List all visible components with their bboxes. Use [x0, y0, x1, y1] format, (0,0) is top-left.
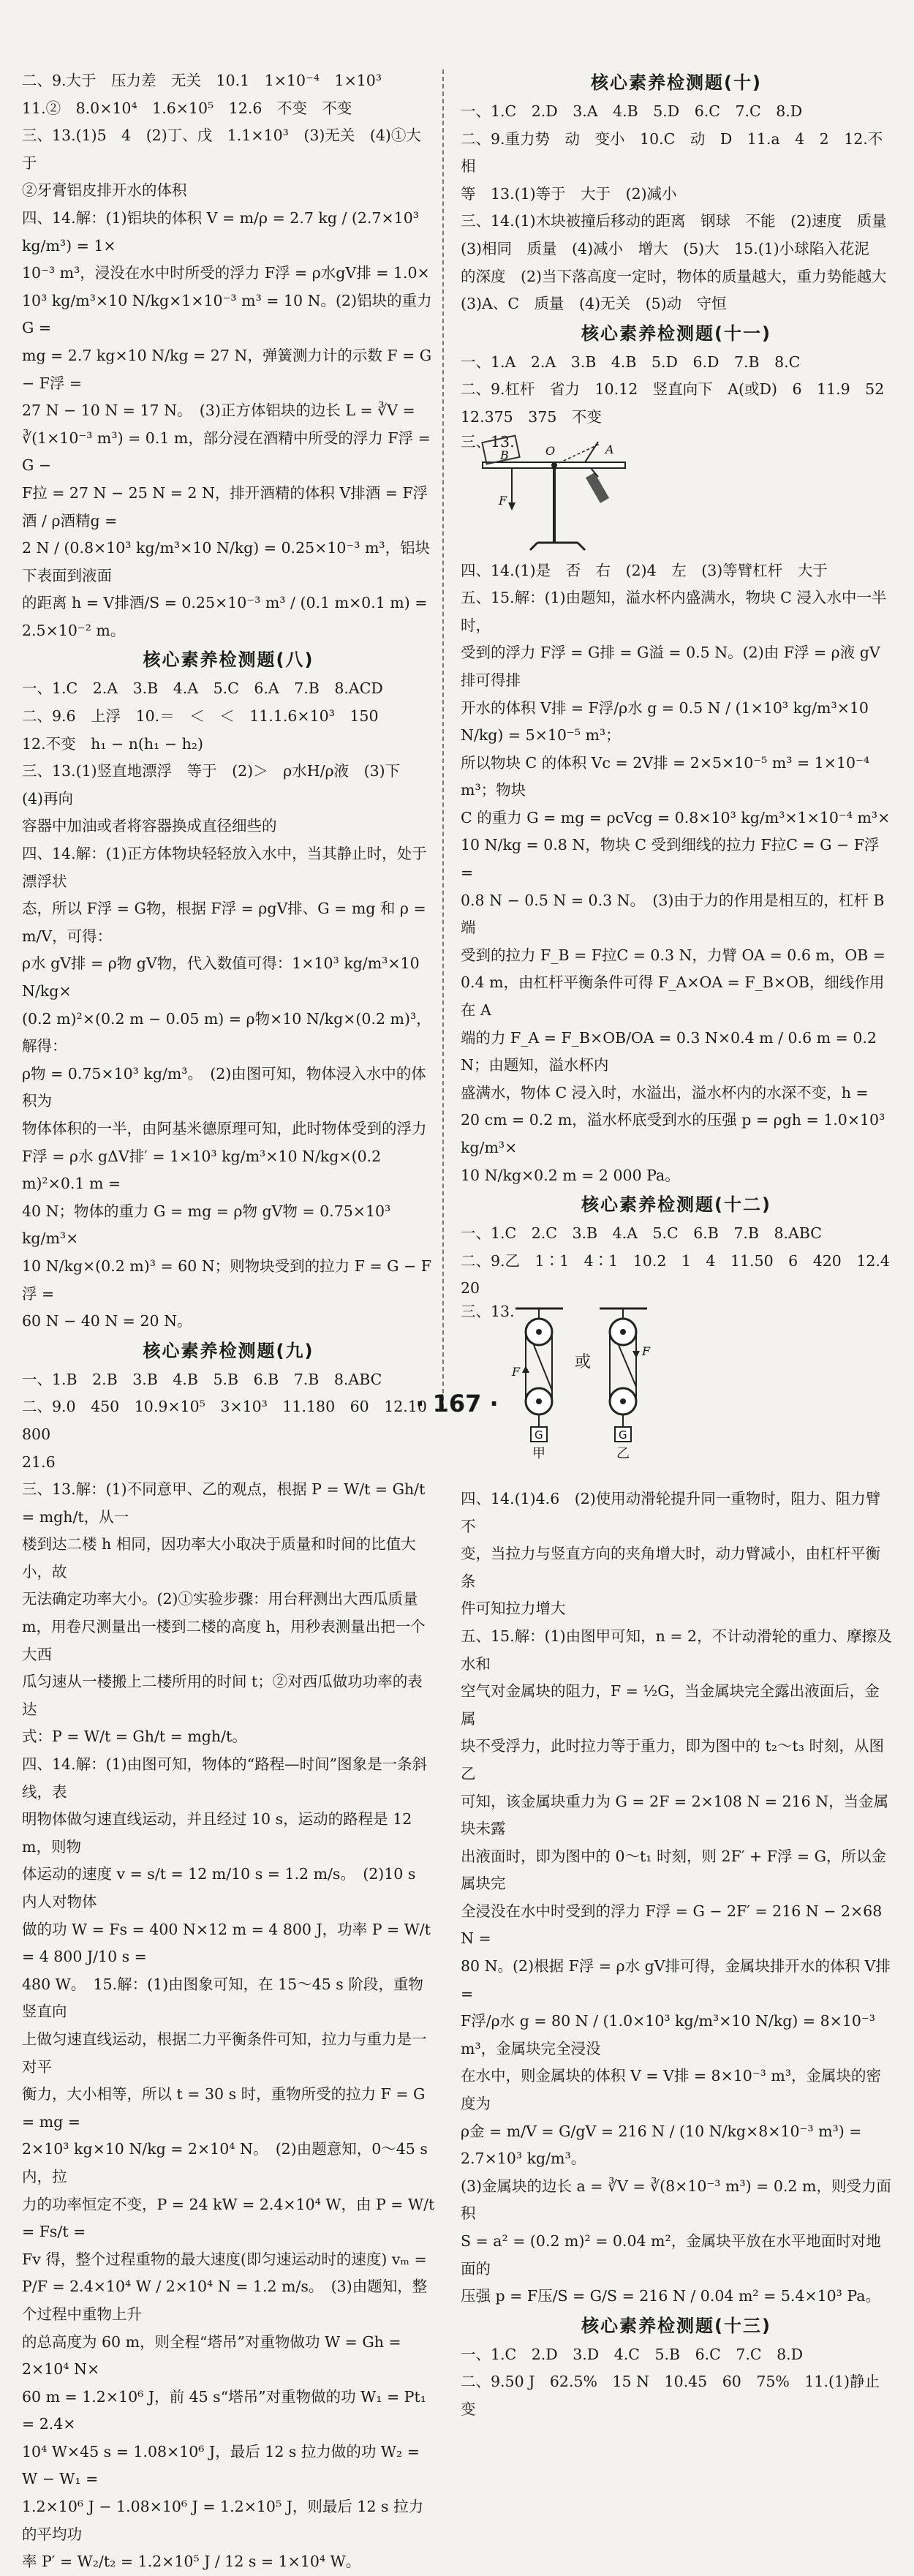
- answer-line: 所以物块 C 的体积 Vc = 2V排 = 2×5×10⁻⁵ m³ = 1×10⁻⁴ m³；物块: [461, 753, 870, 799]
- section-title-12: 核心素养检测题(十二): [581, 1194, 771, 1216]
- answer-line: 五、15.解：(1)由图甲可知，n = 2，不计动滑轮的重力、摩擦及水和: [461, 1627, 892, 1673]
- section-title-13: 核心素养检测题(十三): [581, 2315, 771, 2336]
- answer-line: 的距离 h = V排酒/S = 0.25×10⁻³ m³ / (0.1 m×0.1 m) = 2.5×10⁻² m。: [22, 594, 428, 639]
- answer-line: 上做匀速直线运动，根据二力平衡条件可知，拉力与重力是一对平: [22, 2030, 427, 2076]
- answer-line: 开水的体积 V排 = F浮/ρ水 g = 0.5 N / (1×10³ kg/m³×10 N/kg) = 5×10⁻⁵ m³；: [461, 698, 869, 745]
- answer-line: 四、14.解：(1)由图可知，物体的“路程—时间”图象是一条斜线，表: [22, 1755, 428, 1801]
- answer-line: 一、1.C 2.C 3.B 4.A 5.C 6.B 7.B 8.ABC: [461, 1224, 822, 1243]
- answer-line: 明物体做匀速直线运动，并且经过 10 s，运动的路程是 12 m，则物: [22, 1810, 412, 1856]
- answer-line: 全浸没在水中时受到的浮力 F浮 = G − 2F′ = 216 N − 2×68 N =: [461, 1902, 883, 1948]
- answers-block-9: [22, 1366, 435, 2576]
- answer-line: 27 N − 10 N = 17 N。 (3)正方体铝块的边长 L = ∛V =: [22, 402, 415, 420]
- answer-line: (3)A、C 质量 (4)无关 (5)动 守恒: [461, 295, 727, 313]
- answer-line: 10 N/kg = 0.8 N，物块 C 受到细线的拉力 F拉C = G − F浮 =: [461, 836, 880, 882]
- answer-line: 21.6: [22, 1453, 56, 1471]
- lever-diagram: [468, 433, 636, 556]
- answer-line: 一、1.C 2.D 3.D 4.C 5.B 6.C 7.C 8.D: [461, 2345, 804, 2363]
- section-title-9: 核心素养检测题(九): [143, 1340, 314, 1361]
- answer-line: 一、1.B 2.B 3.B 4.B 5.B 6.B 7.B 8.ABC: [22, 1370, 382, 1388]
- answer-line: 容器中加油或者将容器换成直径细些的: [22, 817, 277, 835]
- answer-line: 态，所以 F浮 = G物，根据 F浮 = ρgV排、G = mg 和 ρ = m/V，可得：: [22, 900, 426, 945]
- answer-line: ρ金 = m/V = G/gV = 216 N / (10 N/kg×8×10⁻³ m³) = 2.7×10³ kg/m³。: [461, 2122, 862, 2168]
- lever-label-b: B: [500, 448, 509, 462]
- answer-line: 1.2×10⁶ J − 1.08×10⁶ J = 1.2×10⁵ J，则最后 12 s 拉力的平均功: [22, 2498, 424, 2543]
- answer-line: 的总高度为 60 m，则全程“塔吊”对重物做功 W = Gh = 2×10⁴ N×: [22, 2332, 401, 2379]
- answer-line: F拉 = 27 N − 25 N = 2 N，排开酒精的体积 V排酒 = F浮酒 / ρ酒精g =: [22, 483, 428, 530]
- answer-line: 12.375 375 不变: [461, 407, 602, 426]
- answer-line: (3)金属块的边长 a = ∛V = ∛(8×10⁻³ m³) = 0.2 m，则受力面积: [461, 2177, 891, 2223]
- answer-line: mg = 2.7 kg×10 N/kg = 27 N，弹簧测力计的示数 F = G − F浮 =: [22, 346, 432, 392]
- answer-line: ∛(1×10⁻³ m³) = 0.1 m，部分浸在酒精中所受的浮力 F浮 = G −: [22, 429, 431, 475]
- answer-line: 三、14.(1)木块被撞后移动的距离 钢球 不能 (2)速度 质量: [461, 212, 887, 230]
- answer-line: F浮/ρ水 g = 80 N / (1.0×10³ kg/m³×10 N/kg) = 8×10⁻³ m³，金属块完全浸没: [461, 2012, 875, 2057]
- lever-label-a: A: [605, 442, 614, 456]
- answer-line: 二、9.0 450 10.9×10⁵ 3×10³ 11.180 60 12.10 800: [22, 1398, 427, 1443]
- answer-line: 10⁴ W×45 s = 1.08×10⁶ J，最后 12 s 拉力做的功 W₂ = W − W₁ =: [22, 2442, 420, 2488]
- answers-block-7-continued: [22, 67, 435, 644]
- answer-line: 体运动的速度 v = s/t = 12 m/10 s = 1.2 m/s。 (2)10 s 内人对物体: [22, 1865, 416, 1910]
- answer-line: 的深度 (2)当下落高度一定时，物体的质量越大，重力势能越大: [461, 267, 887, 285]
- answer-line: ②牙膏铝皮排开水的体积: [22, 181, 187, 200]
- answer-line: 一、1.C 2.A 3.B 4.A 5.C 6.A 7.B 8.ACD: [22, 679, 383, 698]
- answer-line: 480 W。 15.解：(1)由图象可知，在 15～45 s 阶段，重物竖直向: [22, 1975, 423, 2021]
- answer-line: C 的重力 G = mg = ρcVcg = 0.8×10³ kg/m³×1×10⁻⁴ m³×: [461, 808, 891, 826]
- answer-line: 五、15.解：(1)由题知，溢水杯内盛满水，物块 C 浸入水中一半时，: [461, 589, 887, 634]
- answer-line: 在水中，则金属块的体积 V = V排 = 8×10⁻³ m³，金属块的密度为: [461, 2067, 882, 2113]
- answer-line: 四、14.(1)是 否 右 (2)4 左 (3)等臂杠杆 大于: [461, 561, 828, 579]
- answer-line: 二、9.重力势 动 变小 10.C 动 D 11.a 4 2 12.不相: [461, 129, 883, 176]
- answer-line: 10 N/kg×0.2 m = 2 000 Pa。: [461, 1166, 680, 1184]
- answer-line: 出液面时，即为图中的 0～t₁ 时刻，则 2F′ + F浮 = G，所以金属块完: [461, 1847, 886, 1893]
- answer-line: m，用卷尺测量出一楼到二楼的高度 h，用秒表测量出把一个大西: [22, 1618, 426, 1663]
- answer-line: 楼到达二楼 h 相同，因功率大小取决于质量和时间的比值大小，故: [22, 1535, 416, 1581]
- answer-line: 三、13.(1)竖直地漂浮 等于 (2)＞ ρ水H/ρ液 (3)下 (4)再向: [22, 762, 415, 807]
- answers-block-10: [461, 98, 892, 318]
- answer-line: 四、14.解：(1)正方体物块轻轻放入水中，当其静止时，处于漂浮状: [22, 845, 427, 890]
- answer-line: S = a² = (0.2 m)² = 0.04 m²，金属块平放在水平地面时对地面的: [461, 2232, 881, 2278]
- answers-block-12: [461, 1220, 905, 2311]
- column-divider: [442, 69, 444, 1408]
- answer-line: 瓜匀速从一楼搬上二楼所用的时间 t；②对西瓜做功功率的表达: [22, 1673, 423, 1718]
- answer-line: 二、9.50 J 62.5% 15 N 10.45 60 75% 11.(1)静止 变: [461, 2373, 895, 2418]
- answer-line: 0.8 N − 0.5 N = 0.3 N。 (3)由于力的作用是相互的，杠杆 B 端: [461, 891, 885, 937]
- right-column: [461, 67, 905, 2424]
- answer-line: 盛满水，物体 C 浸入时，水溢出，溢水杯内的水深不变，h =: [461, 1083, 869, 1101]
- answers-block-13: [461, 2341, 895, 2424]
- pulley-label-jia: 甲: [532, 1445, 545, 1461]
- answer-line: 11.② 8.0×10⁴ 1.6×10⁵ 12.6 不变 不变: [22, 99, 352, 117]
- section-title-8: 核心素养检测题(八): [143, 649, 314, 671]
- answer-line: 2 N / (0.8×10³ kg/m³×10 N/kg) = 0.25×10⁻³ m³，铝块下表面到液面: [22, 539, 431, 584]
- answer-line: 物体体积的一半，由阿基米德原理可知，此时物体受到的浮力: [22, 1119, 427, 1137]
- answer-line: F浮 = ρ水 gΔV排′ = 1×10³ kg/m³×10 N/kg×(0.2 m)²×0.1 m =: [22, 1147, 382, 1193]
- answer-line: 20 cm = 0.2 m，溢水杯底受到水的压强 p = ρgh = 1.0×10³ kg/m³×: [461, 1111, 885, 1156]
- answer-line: 60 N − 40 N = 20 N。: [22, 1312, 192, 1330]
- answer-line: 三、13.解：(1)不同意甲、乙的观点，根据 P = W/t = Gh/t = mgh/t，从一: [22, 1480, 426, 1526]
- answer-line: ρ水 gV排 = ρ物 gV物，代入数值可得：1×10³ kg/m³×10 N/kg×: [22, 954, 420, 1000]
- answer-line: 压强 p = F压/S = G/S = 216 N / 0.04 m² = 5.4×10³ Pa。: [461, 2287, 881, 2305]
- answer-line: 受到的浮力 F浮 = G排 = G溢 = 0.5 N。(2)由 F浮 = ρ液 gV排可得排: [461, 644, 880, 689]
- answer-line: 二、9.乙 1∶1 4∶1 10.2 1 4 11.50 6 420 12.4 20: [461, 1251, 905, 1298]
- answer-line: 三、13.(1)5 4 (2)丁、戊 1.1×10³ (3)无关 (4)①大于: [22, 127, 421, 172]
- answer-line: 受到的拉力 F_B = F拉C = 0.3 N，力臂 OA = 0.6 m，OB =: [461, 946, 885, 964]
- answer-line: 力的功率恒定不变，P = 24 kW = 2.4×10⁴ W，由 P = W/t = Fs/t =: [22, 2195, 435, 2241]
- lever-label-f: F: [499, 493, 507, 508]
- answer-line: 空气对金属块的阻力，F = ½G，当金属块完全露出液面后，金属: [461, 1682, 880, 1728]
- answer-line: 四、14.解：(1)铝块的体积 V = m/ρ = 2.7 kg / (2.7×10³ kg/m³) = 1×: [22, 208, 419, 255]
- answer-line: 率 P′ = W₂/t₂ = 1.2×10⁵ J / 12 s = 1×10⁴ W。: [22, 2553, 361, 2571]
- answer-line: Fv 得，整个过程重物的最大速度(即匀速运动时的速度) vₘ =: [22, 2250, 427, 2268]
- answer-line: 12.不变 h₁ − n(h₁ − h₂): [22, 734, 203, 753]
- answer-line: 端的力 F_A = F_B×OB/OA = 0.3 N×0.4 m / 0.6 m = 0.2 N；由题知，溢水杯内: [461, 1028, 877, 1074]
- lever-figure: [461, 433, 892, 556]
- section-title-11: 核心素养检测题(十一): [581, 323, 771, 344]
- answer-line: 10⁻³ m³，浸没在水中时所受的浮力 F浮 = ρ水gV排 = 1.0×: [22, 264, 430, 282]
- pulley-label-g-right: G: [619, 1428, 627, 1442]
- page-number: · 167 ·: [415, 1390, 499, 1417]
- pulley-label-yi: 乙: [616, 1445, 630, 1461]
- answer-line: 40 N；物体的重力 G = mg = ρ物 gV物 = 0.75×10³ kg/m³×: [22, 1202, 391, 1248]
- answer-line: 无法确定功率大小。(2)①实验步骤：用台秤测出大西瓜质量: [22, 1590, 418, 1608]
- pulley-label-f-right: F: [642, 1344, 651, 1358]
- answer-line: 二、9.杠杆 省力 10.12 竖直向下 A(或D) 6 11.9 52: [461, 380, 885, 399]
- answer-line: 衡力，大小相等，所以 t = 30 s 时，重物所受的拉力 F = G = mg =: [22, 2085, 426, 2131]
- answer-line: 块不受浮力，此时拉力等于重力，即为图中的 t₂～t₃ 时刻，从图乙: [461, 1737, 884, 1782]
- answer-line: 二、9.大于 压力差 无关 10.1 1×10⁻⁴ 1×10³: [22, 72, 382, 89]
- pulley-label-g-left: G: [535, 1428, 543, 1442]
- answer-line: 变，当拉力与竖直方向的夹角增大时，动力臂减小，由杠杆平衡条: [461, 1545, 880, 1590]
- pulley-label-f-left: F: [512, 1364, 521, 1379]
- answer-line: (3)相同 质量 (4)减小 增大 (5)大 15.(1)小球陷入花泥: [461, 239, 869, 257]
- answer-line: 二、9.6 上浮 10.＝ ＜ ＜ 11.1.6×10³ 150: [22, 707, 379, 726]
- answer-line: 0.4 m，由杠杆平衡条件可得 F_A×OA = F_B×OB，细线作用在 A: [461, 973, 885, 1020]
- answer-line: P/F = 2.4×10⁴ W / 2×10⁴ N = 1.2 m/s。 (3)由题知，整个过程中重物上升: [22, 2278, 428, 2323]
- answer-line: (0.2 m)²×(0.2 m − 0.05 m) = ρ物×10 N/kg×(0.2 m)³，解得：: [22, 1009, 431, 1055]
- answer-line: 2×10³ kg×10 N/kg = 2×10⁴ N。 (2)由题意知，0～45 s 内，拉: [22, 2140, 428, 2185]
- answer-line: 做的功 W = Fs = 400 N×12 m = 4 800 J，功率 P = W/t = 4 800 J/10 s =: [22, 1920, 431, 1966]
- answer-line: 一、1.A 2.A 3.B 4.B 5.D 6.D 7.B 8.C: [461, 353, 801, 371]
- answer-line: 可知，该金属块重力为 G = 2F = 2×108 N = 216 N，当金属块未露: [461, 1792, 889, 1838]
- figure-label: 三、13.: [461, 1302, 515, 1320]
- pulley-label-or: 或: [575, 1352, 592, 1371]
- answer-line: 60 m = 1.2×10⁶ J，前 45 s“塔吊”对重物做的功 W₁ = Pt₁ = 2.4×: [22, 2387, 426, 2433]
- answers-block-8: [22, 675, 435, 1335]
- section-title-10: 核心素养检测题(十): [591, 72, 762, 93]
- answer-line: 式：P = W/t = Gh/t = mgh/t。: [22, 1728, 247, 1746]
- answer-line: 等 13.(1)等于 大于 (2)减小: [461, 184, 677, 203]
- answer-line: 10 N/kg×(0.2 m)³ = 60 N；则物块受到的拉力 F = G − F浮 =: [22, 1257, 431, 1303]
- answers-block-11: [461, 349, 892, 1189]
- left-column: [22, 67, 435, 2576]
- answer-line: ρ物 = 0.75×10³ kg/m³。 (2)由图可知，物体浸入水中的体积为: [22, 1064, 426, 1110]
- lever-label-o: O: [545, 443, 556, 458]
- answer-line: 80 N。(2)根据 F浮 = ρ水 gV排可得，金属块排开水的体积 V排 =: [461, 1957, 891, 2003]
- answer-line: 10³ kg/m³×10 N/kg×1×10⁻³ m³ = 10 N。(2)铝块的重力G =: [22, 291, 432, 337]
- answer-line: 四、14.(1)4.6 (2)使用动滑轮提升同一重物时，阻力、阻力臂不: [461, 1489, 881, 1535]
- answer-line: 件可知拉力增大: [461, 1600, 566, 1618]
- figure-label: 三、13.: [461, 432, 515, 451]
- answer-line: 一、1.C 2.D 3.A 4.B 5.D 6.C 7.C 8.D: [461, 102, 803, 120]
